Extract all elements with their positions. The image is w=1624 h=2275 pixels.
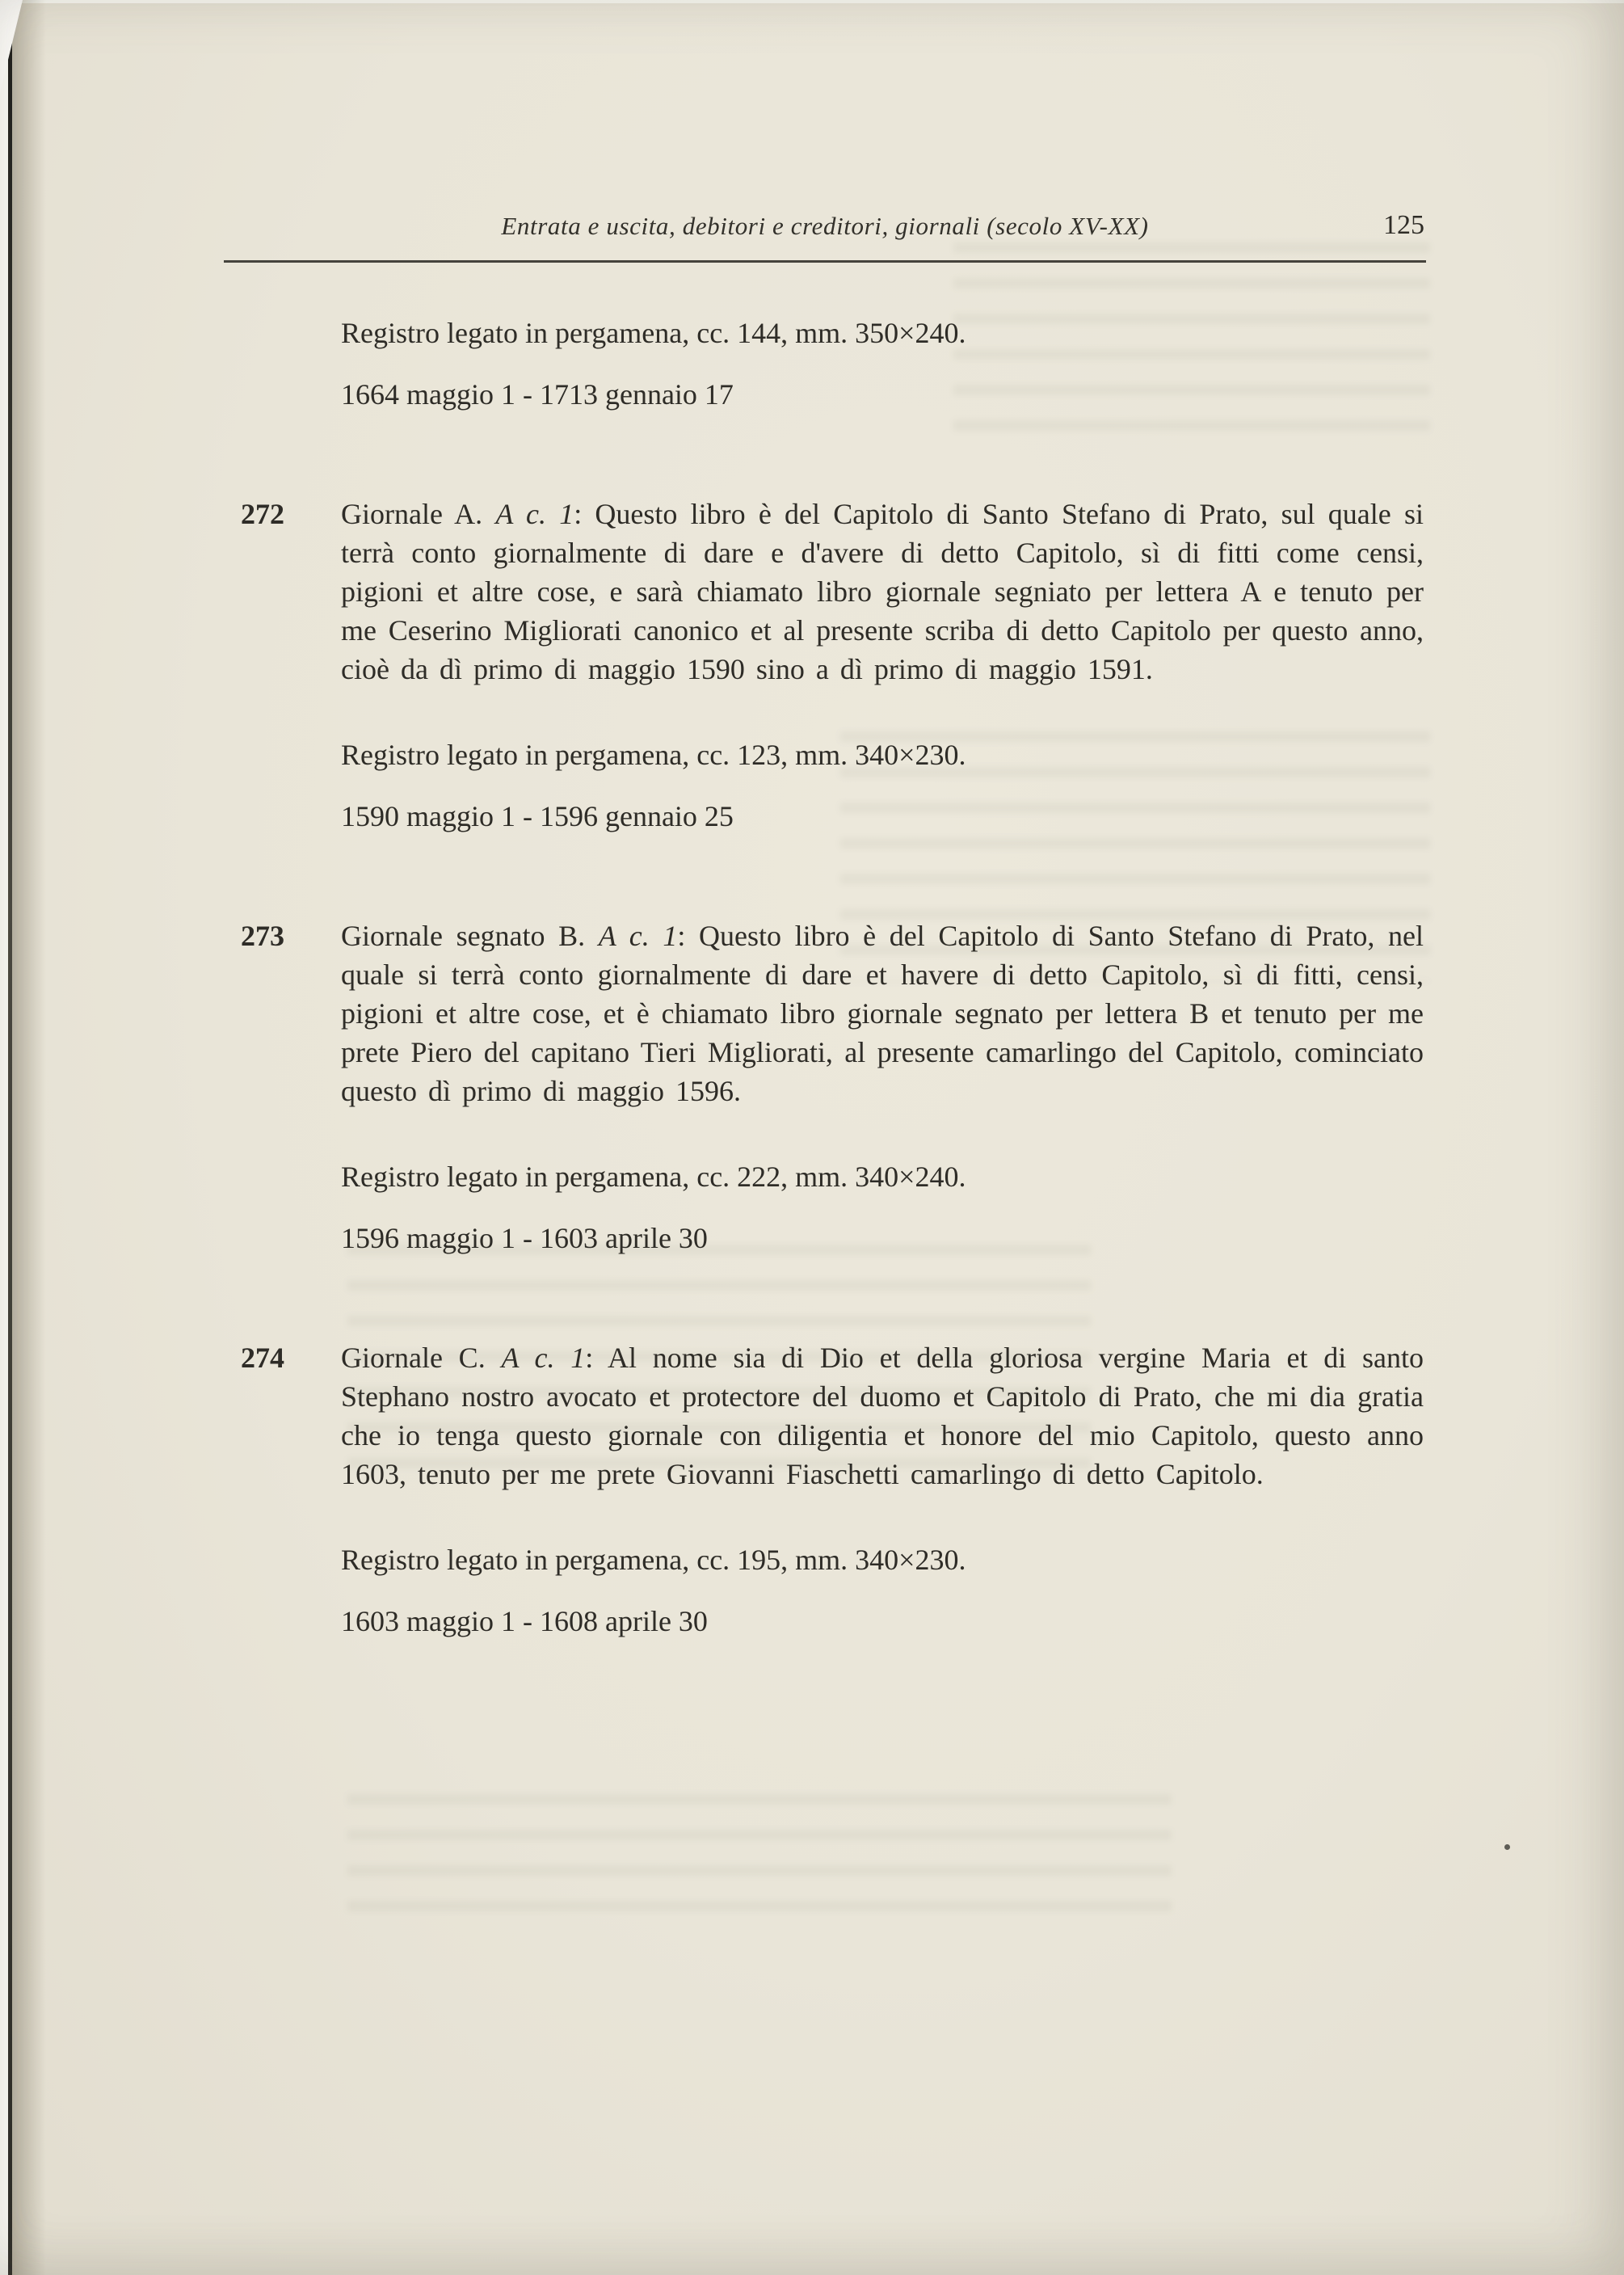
entry-body-text: : Questo libro è del Capitolo di Santo Stefano di Prato, sul quale si terrà conto giornalmente di dare e d'avere di detto Capitolo, sì di fitti come censi, pigioni et altre cose, e sarà chiamato libro giornale segniato per lettera A e tenuto per me Ceserino Migliorati canonico et al presente scriba di detto Capitolo per questo anno, cioè da dì primo di maggio 1590 sino a dì primo di maggio 1591. xyxy=(341,498,1424,685)
entry-physical-description: Registro legato in pergamena, cc. 195, mm. 340×230. xyxy=(341,1544,966,1576)
entry-body-text: : Al nome sia di Dio et della gloriosa vergine Maria et di santo Stephano nostro avocato et protectore del duomo et Capitolo di Prato, che mi dia gratia che io tenga questo giornale con diligentia et honore del mio Capitolo, questo anno 1603, tenuto per me prete Giovanni Fiaschetti camarlingo di detto Capitolo. xyxy=(341,1342,1424,1490)
entry-title: Giornale segnato B. xyxy=(341,920,599,952)
catalog-entry-273 xyxy=(241,916,1424,1258)
entry-physical-description: Registro legato in pergamena, cc. 123, mm. 340×230. xyxy=(341,739,966,771)
catalog-entry-272 xyxy=(241,495,1424,836)
bleedthrough-artifact xyxy=(347,1794,1172,1915)
running-header xyxy=(224,212,1426,241)
entry-number: 273 xyxy=(241,920,284,952)
entry-number: 274 xyxy=(241,1342,284,1374)
entry-description xyxy=(341,916,1424,1110)
header-rule xyxy=(224,260,1426,263)
entry-folio-ref: A c. 1 xyxy=(598,920,678,952)
entry-folio-ref: A c. 1 xyxy=(501,1342,586,1374)
scan-gutter-shadow xyxy=(12,0,46,2275)
entry-date-range: 1603 maggio 1 - 1608 aprile 30 xyxy=(341,1605,708,1637)
entry-title: Giornale A. xyxy=(341,498,496,530)
entry-date-range: 1664 maggio 1 - 1713 gennaio 17 xyxy=(341,378,734,411)
entry-description xyxy=(341,1338,1424,1493)
entry-date-range: 1590 maggio 1 - 1596 gennaio 25 xyxy=(341,800,734,832)
running-title: Entrata e uscita, debitori e creditori, giornali (secolo XV-XX) xyxy=(501,212,1149,240)
entry-physical-description: Registro legato in pergamena, cc. 144, mm. 350×240. xyxy=(341,317,966,349)
text-column xyxy=(241,314,1424,1641)
entry-physical-description: Registro legato in pergamena, cc. 222, mm. 340×240. xyxy=(341,1161,966,1193)
ink-speck xyxy=(1504,1844,1510,1850)
entry-description xyxy=(341,495,1424,689)
page-number: 125 xyxy=(1383,210,1424,240)
entry-date-range: 1596 maggio 1 - 1603 aprile 30 xyxy=(341,1222,708,1254)
scan-top-edge xyxy=(0,0,1624,3)
catalog-entry-274 xyxy=(241,1338,1424,1641)
entry-body-text: : Questo libro è del Capitolo di Santo Stefano di Prato, nel quale si terrà conto giornalmente di dare et havere di detto Capitolo, sì di fitti, censi, pigioni et altre cose, et è chiamato libro giornale segnato per lettera B et tenuto per me prete Piero del capitano Tieri Migliorati, al presente camarlingo del Capitolo, cominciato questo dì primo di maggio 1596. xyxy=(341,920,1424,1107)
entry-folio-ref: A c. 1 xyxy=(495,498,574,530)
entry-title: Giornale C. xyxy=(341,1342,502,1374)
entry-number: 272 xyxy=(241,498,284,530)
scan-left-paper-edge xyxy=(0,0,8,2275)
